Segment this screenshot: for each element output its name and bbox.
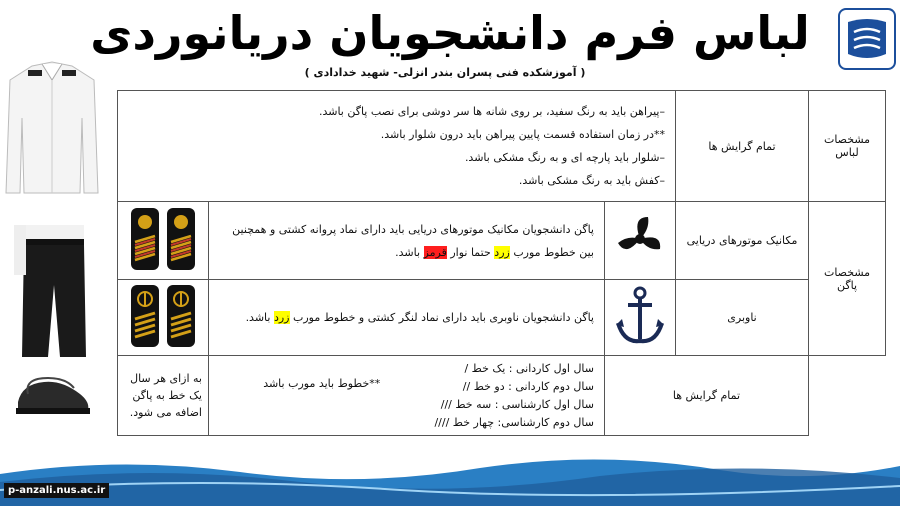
white-shirt-image bbox=[2, 58, 102, 198]
all-majors-label: تمام گرایش ها bbox=[672, 389, 741, 402]
year-row: سال دوم کاردانی : دو خط // bbox=[462, 379, 594, 393]
years-cell bbox=[209, 356, 605, 436]
logo-emblem-icon bbox=[844, 14, 890, 64]
propeller-cell bbox=[605, 202, 676, 280]
year-row: سال اول کارشناسی : سه خط /// bbox=[440, 397, 594, 411]
mech-epaulette-image bbox=[127, 206, 199, 272]
mech-label-cell bbox=[676, 202, 809, 280]
extra-note-cell bbox=[118, 356, 209, 436]
stripes-note: **خطوط باید مورب باشد bbox=[263, 377, 381, 390]
epaulette-spec-header bbox=[809, 202, 886, 356]
mech-label: مکانیک موتورهای دریایی bbox=[686, 234, 798, 247]
mech-text-line-1: پاگن دانشجویان مکانیک موتورهای دریایی باید دارای نماد پروانه کشتی و همچنین bbox=[232, 222, 594, 236]
clothing-rule-trousers: –شلوار باید پارچه ای و به رنگ مشکی باشد. bbox=[464, 151, 665, 164]
black-trousers-image bbox=[14, 225, 94, 361]
mech-epaulette-cell bbox=[118, 202, 209, 280]
red-highlight: قرمز bbox=[423, 245, 447, 259]
epaulette-spec-label: مشخصات پاگن bbox=[823, 265, 871, 292]
anchor-cell bbox=[605, 280, 676, 356]
university-logo bbox=[838, 8, 896, 70]
clothing-scope-cell bbox=[676, 91, 809, 202]
nav-epaulette-image bbox=[127, 283, 199, 349]
anchor-icon bbox=[614, 285, 666, 347]
uniform-spec-table bbox=[117, 90, 886, 436]
mech-text-part: حتما نوار bbox=[450, 245, 491, 259]
clothing-rule-tuck: **در زمان استفاده قسمت پایین پیراهن باید درون شلوار باشد. bbox=[380, 128, 665, 141]
empty-cell bbox=[809, 356, 886, 436]
nav-label: ناوبری bbox=[727, 311, 757, 324]
yellow-highlight: زرد bbox=[273, 311, 290, 324]
propeller-icon bbox=[612, 211, 668, 267]
page-subtitle: ( آموزشکده فنی پسران بندر انزلی- شهید خدادادی ) bbox=[304, 66, 586, 79]
mech-text-line-2 bbox=[215, 241, 594, 264]
clothing-scope-label: تمام گرایش ها bbox=[708, 139, 776, 153]
year-row: سال دوم کارشناسی: چهار خط //// bbox=[434, 415, 594, 429]
mech-text-part: باشد. bbox=[395, 245, 421, 259]
page-title: لباس فرم دانشجویان دریانوردی bbox=[90, 6, 810, 60]
clothing-rule-shirt: –پیراهن باید به رنگ سفید، بر روی شانه ها سر دوشی برای نصب پاگن باشد. bbox=[318, 105, 665, 118]
all-label-cell bbox=[605, 356, 809, 436]
nav-epaulette-cell bbox=[118, 280, 209, 356]
year-row: سال اول کاردانی : یک خط / bbox=[464, 361, 594, 375]
nav-text-part: باشد. bbox=[245, 311, 271, 324]
yellow-highlight: زرد bbox=[494, 245, 510, 259]
years-list bbox=[434, 360, 604, 432]
wave-decoration bbox=[0, 446, 900, 506]
nav-text-line bbox=[215, 306, 594, 329]
clothing-spec-label: مشخصات لباس bbox=[823, 133, 871, 159]
clothing-spec-header bbox=[809, 91, 886, 202]
nav-text-part: پاگن دانشجویان ناوبری باید دارای نماد لنگر کشتی و خطوط مورب bbox=[293, 311, 594, 324]
clothing-rule-shoes: –کفش باید به رنگ مشکی باشد. bbox=[518, 174, 665, 187]
nav-text-cell bbox=[209, 280, 605, 356]
clothing-rules-cell bbox=[118, 91, 676, 202]
black-shoes-image bbox=[14, 372, 92, 422]
extra-note: به ازای هر سال یک خط به پاگن اضافه می شود. bbox=[129, 372, 202, 419]
mech-text-part: بین خطوط مورب bbox=[513, 245, 594, 259]
nav-label-cell bbox=[676, 280, 809, 356]
footer-url[interactable]: p-anzali.nus.ac.ir bbox=[4, 483, 109, 498]
mech-text-cell bbox=[209, 202, 605, 280]
